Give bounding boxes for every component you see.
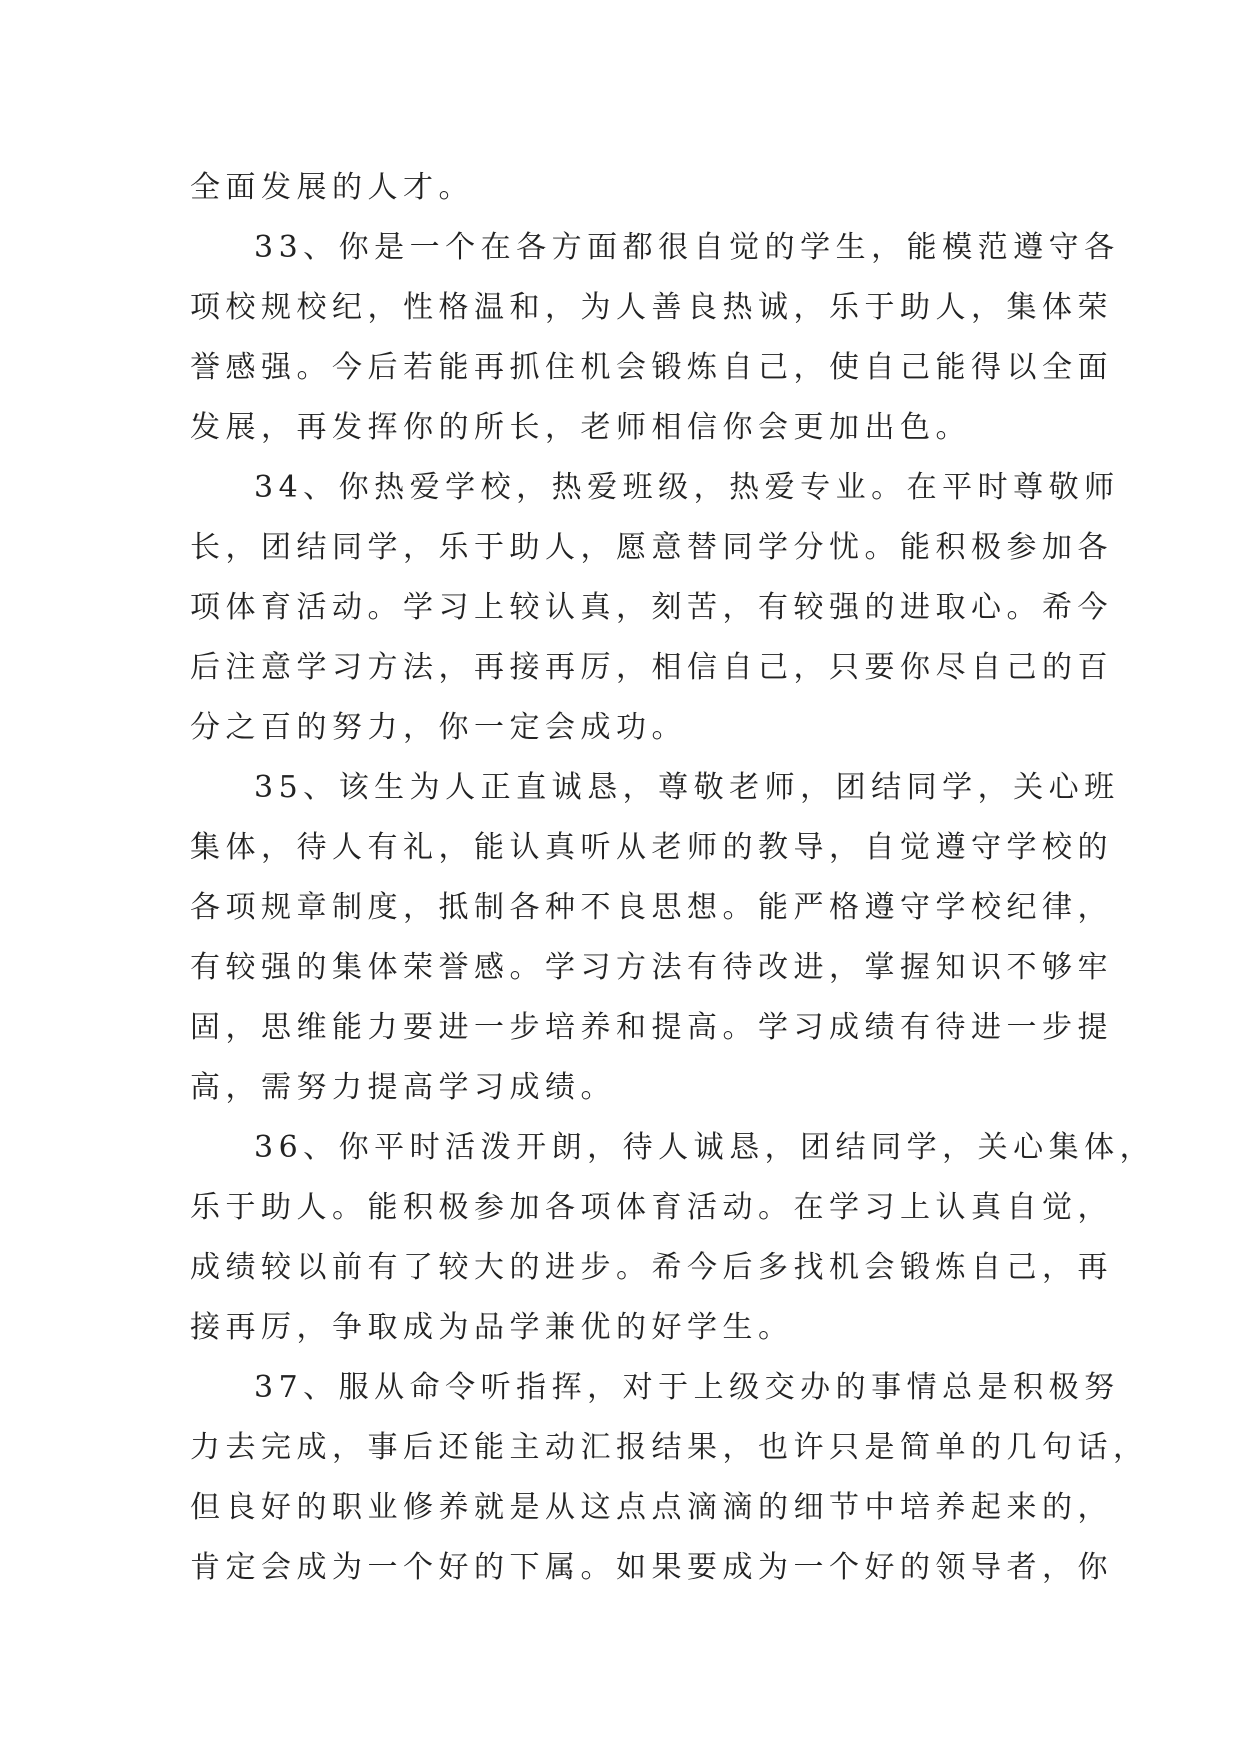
text-line-22: 力去完成，事后还能主动汇报结果，也许只是简单的几句话， [190,1430,1149,1465]
text-line-21: 37、服从命令听指挥，对于上级交办的事情总是积极努 [254,1370,1120,1405]
text-line-8: 项体育活动。学习上较认真，刻苦，有较强的进取心。希今 [190,590,1113,625]
text-line-12: 集体，待人有礼，能认真听从老师的教导，自觉遵守学校的 [190,830,1113,865]
text-line-17: 36、你平时活泼开朗，待人诚恳，团结同学，关心集体， [254,1130,1156,1165]
text-line-14: 有较强的集体荣誉感。学习方法有待改进，掌握知识不够牢 [190,950,1113,985]
text-line-5: 发展，再发挥你的所长，老师相信你会更加出色。 [190,410,971,445]
text-line-6: 34、你热爱学校，热爱班级，热爱专业。在平时尊敬师 [254,470,1120,505]
text-line-18: 乐于助人。能积极参加各项体育活动。在学习上认真自觉， [190,1190,1113,1225]
text-line-15: 固，思维能力要进一步培养和提高。学习成绩有待进一步提 [190,1010,1113,1045]
text-line-10: 分之百的努力，你一定会成功。 [190,710,687,745]
text-line-13: 各项规章制度，抵制各种不良思想。能严格遵守学校纪律， [190,890,1113,925]
text-line-23: 但良好的职业修养就是从这点点滴滴的细节中培养起来的， [190,1490,1113,1525]
text-line-24: 肯定会成为一个好的下属。如果要成为一个好的领导者，你 [190,1550,1113,1585]
text-line-1: 全面发展的人才。 [190,170,474,205]
text-line-9: 后注意学习方法，再接再厉，相信自己，只要你尽自己的百 [190,650,1113,685]
text-line-7: 长，团结同学，乐于助人，愿意替同学分忧。能积极参加各 [190,530,1113,565]
text-line-4: 誉感强。今后若能再抓住机会锻炼自己，使自己能得以全面 [190,350,1113,385]
text-line-19: 成绩较以前有了较大的进步。希今后多找机会锻炼自己，再 [190,1250,1113,1285]
text-line-11: 35、该生为人正直诚恳，尊敬老师，团结同学，关心班 [254,770,1120,805]
text-line-20: 接再厉，争取成为品学兼优的好学生。 [190,1310,794,1345]
text-line-16: 高，需努力提高学习成绩。 [190,1070,616,1105]
text-line-2: 33、你是一个在各方面都很自觉的学生，能模范遵守各 [254,230,1120,265]
document-body [190,158,1156,1598]
text-line-3: 项校规校纪，性格温和，为人善良热诚，乐于助人，集体荣 [190,290,1113,325]
